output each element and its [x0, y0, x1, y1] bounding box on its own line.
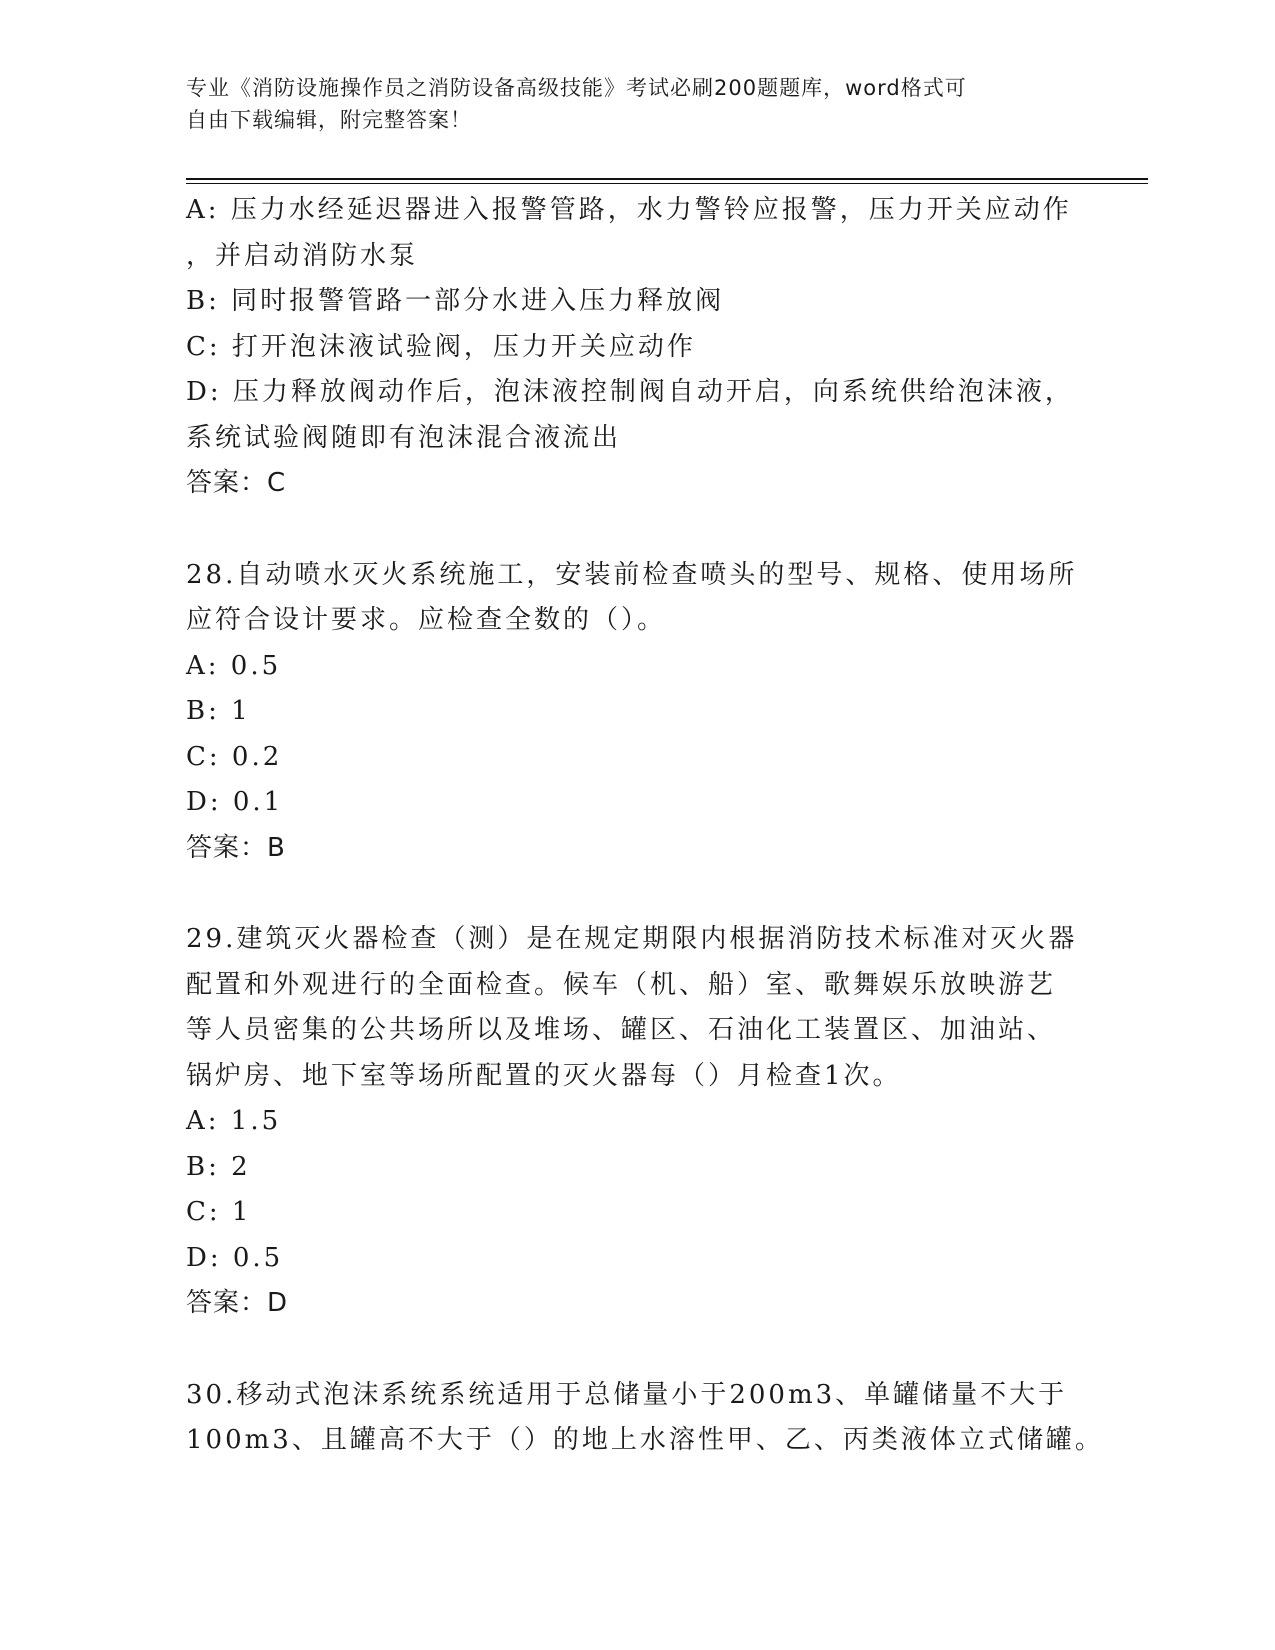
question-content [186, 188, 1104, 1464]
q27-option-a-line-1: A: 压力水经延迟器进入报警管路，水力警铃应报警，压力开关应动作 [186, 195, 1072, 225]
q27-option-a-line-2: ，并启动消防水泵 [186, 240, 419, 271]
q28-option-c: C: 0.2 [186, 741, 283, 772]
question-30 [186, 1373, 1104, 1464]
q27-answer: 答案：C [186, 468, 287, 498]
q30-stem-line-2: 100m3、且罐高不大于（）的地上水溶性甲、乙、丙类液体立式储罐。 [186, 1425, 1104, 1455]
q27-option-d-line-2: 系统试验阀随即有泡沫混合液流出 [186, 422, 622, 453]
q29-option-b: B: 2 [186, 1151, 251, 1182]
spacer [186, 507, 1086, 553]
q29-option-c: C: 1 [186, 1197, 252, 1227]
document-header [186, 72, 1086, 136]
q27-option-c: C: 打开泡沫液试验阀，压力开关应动作 [186, 331, 696, 362]
q28-answer: 答案：B [186, 832, 286, 863]
q28-option-b: B: 1 [186, 696, 251, 726]
q29-option-d: D: 0.5 [186, 1242, 284, 1273]
spacer [186, 871, 1086, 917]
q28-stem-line-2: 应符合设计要求。应检查全数的（）。 [186, 605, 667, 635]
q28-option-a: A: 0.5 [186, 650, 282, 681]
header-divider-thin [186, 183, 1148, 184]
q29-stem-line-3: 等人员密集的公共场所以及堆场、罐区、石油化工装置区、加油站、 [186, 1015, 1057, 1045]
q30-stem-line-1: 30.移动式泡沫系统系统适用于总储量小于200m3、单罐储量不大于 [186, 1379, 1068, 1410]
spacer [186, 1327, 1086, 1373]
q28-stem-line-1: 28.自动喷水灭火系统施工，安装前检查喷头的型号、规格、使用场所 [186, 559, 1078, 590]
header-divider-thick [186, 178, 1148, 180]
q29-stem-line-4: 锅炉房、地下室等场所配置的灭火器每（）月检查1次。 [186, 1060, 902, 1091]
question-28 [186, 553, 1086, 872]
q27-option-b: B: 同时报警管路一部分水进入压力释放阀 [186, 286, 725, 316]
q29-stem-line-1: 29.建筑灭火器检查（测）是在规定期限内根据消防技术标准对灭火器 [186, 924, 1078, 954]
q28-option-d: D: 0.1 [186, 787, 284, 817]
question-29 [186, 917, 1086, 1327]
q29-stem-line-2: 配置和外观进行的全面检查。候车（机、船）室、歌舞娱乐放映游艺 [186, 969, 1057, 1000]
q29-answer: 答案：D [186, 1288, 289, 1318]
header-line-1: 专业《消防设施操作员之消防设备高级技能》考试必刷200题题库，word格式可 [186, 76, 967, 100]
header-line-2: 自由下载编辑，附完整答案！ [186, 108, 472, 132]
question-27-options [186, 188, 1086, 507]
q29-option-a: A: 1.5 [186, 1106, 282, 1136]
q27-option-d-line-1: D: 压力释放阀动作后，泡沫液控制阀自动开启，向系统供给泡沫液， [186, 377, 1074, 407]
